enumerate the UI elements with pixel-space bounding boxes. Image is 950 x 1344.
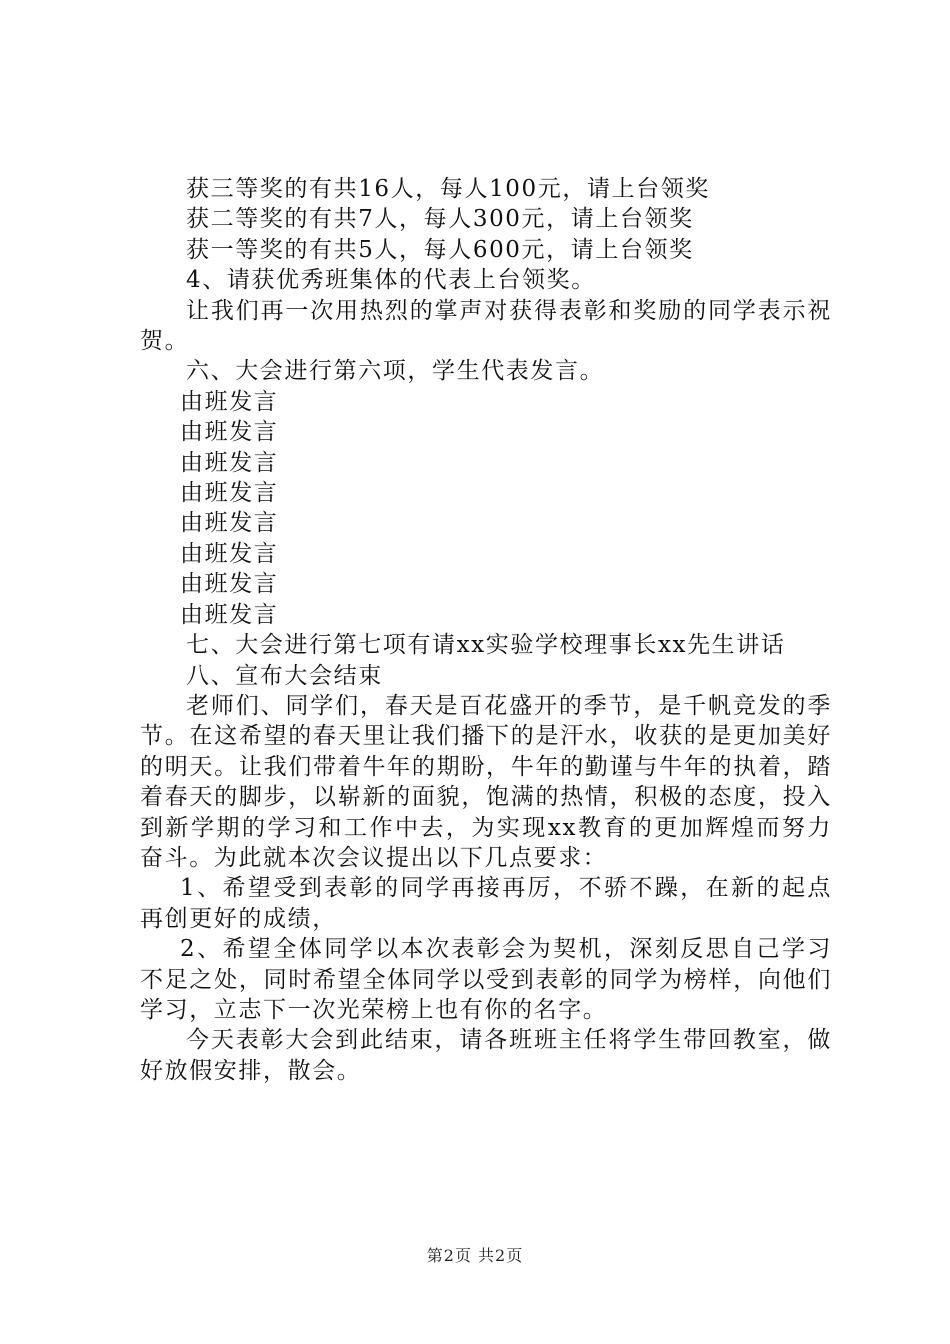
speech-line: 由班发言	[180, 449, 279, 476]
excellent-class-line: 4、请获优秀班集体的代表上台领奖。	[186, 267, 596, 294]
award-first-line: 获一等奖的有共5人，每人600元，请上台领奖	[186, 236, 694, 263]
speech-line: 由班发言	[180, 480, 279, 507]
document-body	[140, 174, 832, 1086]
requirement-two-paragraph: 2、希望全体同学以本次表彰会为契机，深刻反思自己学习不足之处，同时希望全体同学以受到表彰的同学为榜样，向他们学习，立志下一次光荣榜上也有你的名字。	[140, 936, 832, 1023]
speech-line: 由班发言	[180, 571, 279, 598]
speech-line: 由班发言	[180, 510, 279, 537]
item-seven-line: 七、大会进行第七项有请xx实验学校理事长xx先生讲话	[186, 632, 786, 659]
speech-line: 由班发言	[180, 540, 279, 567]
requirement-one-paragraph: 1、希望受到表彰的同学再接再厉，不骄不躁，在新的起点再创更好的成绩，	[140, 875, 832, 932]
applause-paragraph: 让我们再一次用热烈的掌声对获得表彰和奖励的同学表示祝贺。	[140, 297, 832, 355]
page-number-footer: 第2页 共2页	[426, 1246, 524, 1265]
speech-line: 由班发言	[180, 388, 279, 415]
speech-line: 由班发言	[180, 419, 279, 446]
closing-paragraph: 老师们、同学们，春天是百花盛开的季节，是千帆竞发的季节。在这希望的春天里让我们播下的是汗水，收获的是更加美好的明天。让我们带着牛年的期盼，牛年的勤谨与牛年的执着，踏着春天的脚步，以崭新的面貌，饱满的热情，积极的态度，投入到新学期的学习和工作中去，为实现xx教育的更加辉煌而努力奋斗。为此就本次会议提出以下几点要求：	[140, 692, 832, 871]
item-eight-line: 八、宣布大会结束	[186, 662, 383, 689]
speech-line: 由班发言	[180, 601, 279, 628]
award-third-line: 获三等奖的有共16人，每人100元，请上台领奖	[186, 176, 710, 202]
item-six-line: 六、大会进行第六项，学生代表发言。	[186, 358, 605, 385]
award-second-line: 获二等奖的有共7人，每人300元，请上台领奖	[186, 206, 694, 233]
dismissal-paragraph: 今天表彰大会到此结束，请各班班主任将学生带回教室，做好放假安排，散会。	[140, 1027, 832, 1084]
